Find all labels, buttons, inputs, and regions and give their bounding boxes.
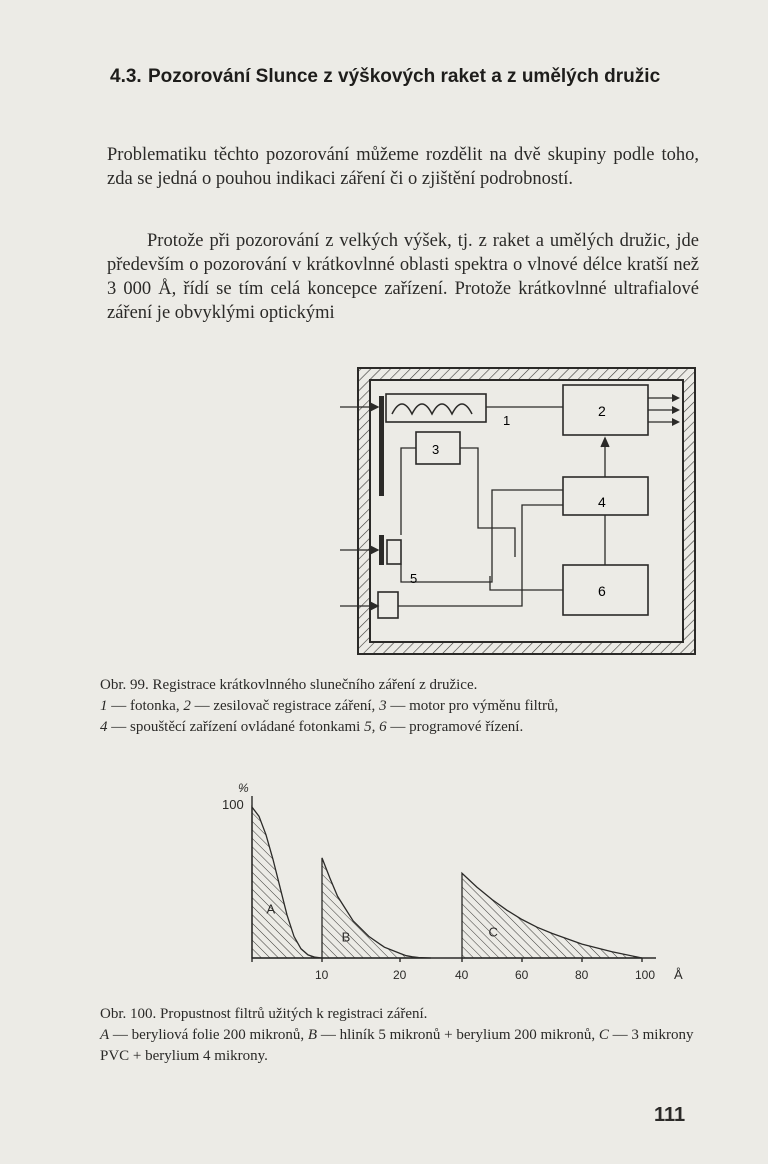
legend-key: 1 (100, 698, 108, 714)
block-5a (387, 540, 401, 564)
legend-key: 4 (100, 719, 108, 735)
paragraph-1: Problematiku těchto pozorování můžeme rozdělit na dvě skupiny podle toho, zda se jedná o pouhou indikaci záření či o zjištění podrobností. (107, 145, 699, 189)
legend-key: 5, 6 (364, 719, 387, 735)
legend-key: C (598, 1027, 609, 1043)
x-tick-label: 60 (515, 968, 529, 982)
label-2: 2 (598, 403, 606, 419)
arrowheads-out (672, 394, 680, 426)
legend-text: — beryliová folie 200 mikronů, (109, 1027, 308, 1043)
x-unit-label: Å (674, 967, 683, 982)
legend-text: — zesilovač registrace záření, (190, 698, 380, 714)
figure-100-caption (100, 1004, 700, 1067)
figure-99-title: Obr. 99. Registrace krátkovlnného slunečního záření z družice. (100, 677, 478, 693)
figure-100-title: Obr. 100. Propustnost filtrů užitých k registraci záření. (100, 1006, 428, 1022)
x-tick-label: 40 (455, 968, 469, 982)
area-B (322, 858, 431, 958)
page-number: 111 (654, 1104, 686, 1126)
section-heading (110, 66, 670, 87)
legend-text: — programové řízení. (386, 719, 524, 735)
photocell-strip (379, 396, 384, 496)
label-4: 4 (598, 494, 606, 510)
label-1: 1 (503, 413, 511, 428)
legend-text: — spouštěcí zařízení ovládané fotonkami (107, 719, 365, 735)
series-label-A: A (266, 901, 276, 917)
x-tick-label: 20 (393, 968, 407, 982)
wiring (398, 398, 676, 606)
figure-100-chart (200, 778, 700, 988)
x-tick-label: 80 (575, 968, 589, 982)
photocell-strip-lower (379, 535, 384, 565)
legend-text: — motor pro výměnu filtrů, (386, 698, 559, 714)
area-A (252, 807, 322, 958)
series-label-C: C (488, 924, 498, 940)
y-tick-label: 100 (222, 797, 244, 812)
legend-text: — fotonka, (107, 698, 184, 714)
x-tick-label: 10 (315, 968, 329, 982)
section-number: 4.3. (110, 66, 142, 87)
label-6: 6 (598, 583, 606, 599)
label-5: 5 (410, 571, 418, 586)
series-label-B: B (341, 929, 351, 945)
legend-text: — hliník 5 mikronů + berylium 200 mikronů, (317, 1027, 599, 1043)
figure-99-diagram (300, 360, 700, 660)
x-tick-label: 100 (635, 968, 656, 982)
legend-text: — 3 mikrony PVC + berylium 4 mikrony. (100, 1027, 694, 1064)
legend-key: 3 (379, 698, 387, 714)
y-axis-label: % (238, 781, 249, 795)
detector-1 (386, 394, 486, 422)
section-title: Pozorování Slunce z výškových raket a z umělých družic (148, 66, 661, 87)
housing-wall (358, 368, 695, 654)
figure-99-caption (100, 675, 700, 738)
legend-key: A (100, 1027, 110, 1043)
legend-key: 2 (183, 698, 191, 714)
label-3: 3 (432, 442, 440, 457)
area-C (462, 873, 642, 958)
legend-key: B (307, 1027, 318, 1043)
block-5b (378, 592, 398, 618)
paragraph-2: Protože při pozorování z velkých výšek, tj. z raket a umělých družic, jde především o pozorování v krátkovlnné oblasti spektra o vlnové délce kratší než 3 000 Å, řídí se tím celá koncepce zařízení. Protože krátkovlnné ultrafialové záření je obvyklými optickými (107, 231, 699, 323)
